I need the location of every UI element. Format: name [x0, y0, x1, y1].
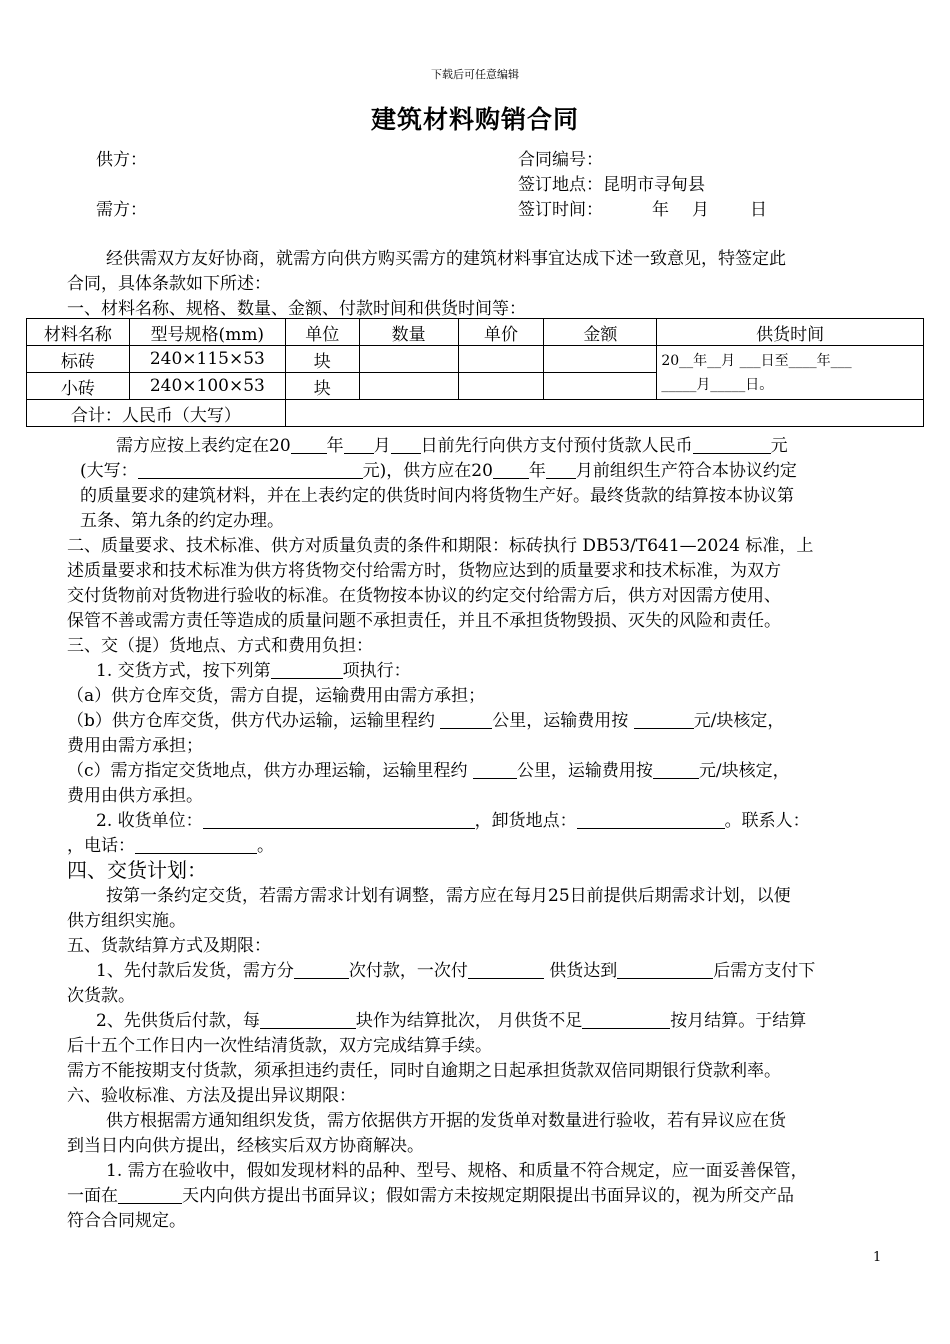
- section6-item1-line-3: 符合合同规定。: [67, 1211, 186, 1231]
- buyer-label: 需方：: [96, 200, 147, 220]
- sign-month: 月: [692, 200, 709, 220]
- sign-day: 日: [750, 200, 767, 220]
- option-b-line-2: 费用由需方承担；: [67, 736, 203, 756]
- delivery-method: 1. 交货方式，按下列第 项执行：: [96, 661, 411, 681]
- contract-no-label: 合同编号：: [518, 150, 603, 170]
- amount-cell[interactable]: [544, 346, 657, 373]
- option-a: （a）供方仓库交货，需方自提，运输费用由需方承担；: [67, 686, 486, 706]
- sign-time-label: 签订时间：: [518, 200, 603, 220]
- header-note: 下载后可任意编辑: [431, 68, 519, 81]
- option-c-line-1: （c）需方指定交货地点，供方办理运输，运输里程约 公里，运输费用按 元/块核定，: [67, 761, 790, 781]
- payment-line-2: (大写： 元)，供方应在20 年 月前组织生产符合本协议约定: [80, 461, 797, 481]
- total-label: 合计：人民币（大写）: [27, 400, 286, 427]
- phone-line: ，电话： 。: [67, 836, 274, 856]
- receiver-line: 2. 收货单位： ，卸货地点： 。联系人：: [96, 811, 810, 831]
- section5-heading: 五、货款结算方式及期限：: [67, 936, 271, 956]
- section2-line-1: 二、质量要求、技术标准、供方对质量负责的条件和期限：标砖执行 DB53/T641—2024 标准，上: [67, 536, 814, 556]
- unit-price-cell[interactable]: [458, 373, 544, 400]
- intro-line-1: 经供需双方友好协商，就需方向供方购买需方的建筑材料事宜达成下述一致意见，特签定此: [106, 249, 786, 269]
- prepay-line-2: 次货款。: [67, 986, 135, 1006]
- material-name: 小砖: [27, 373, 130, 400]
- table-header-row: [27, 319, 924, 346]
- postpay-line: 2、先供货后付款，每 块作为结算批次， 月供货不足 按月结算。于结算: [96, 1011, 807, 1031]
- option-b-line-1: （b）供方仓库交货，供方代办运输，运输里程约 公里，运输费用按 元/块核定，: [67, 711, 785, 731]
- payment-line-3: 的质量要求的建筑材料，并在上表约定的供货时间内将货物生产好。最终货款的结算按本协议第: [80, 486, 794, 506]
- prepay-line: 1、先付款后发货，需方分 次付款，一次付 供货达到 后需方支付下: [96, 961, 816, 981]
- col-header: 供货时间: [657, 319, 924, 346]
- table-total-row: [27, 400, 924, 427]
- section3-heading: 三、交（提）货地点、方式和费用负担：: [67, 636, 373, 656]
- option-c-line-2: 费用由供方承担。: [67, 786, 203, 806]
- payment-line-1: 需方应按上表约定在20 年 月 日前先行向供方支付预付货款人民币 元: [116, 436, 788, 456]
- materials-table: [26, 318, 924, 427]
- supply-time-cell[interactable]: [657, 346, 924, 400]
- section6-line-2: 到当日内向供方提出，经核实后双方协商解决。: [67, 1136, 424, 1156]
- col-header: 金额: [544, 319, 657, 346]
- material-name: 标砖: [27, 346, 130, 373]
- total-amount-cell[interactable]: [285, 400, 923, 427]
- quantity-cell[interactable]: [359, 346, 458, 373]
- col-header: 单价: [458, 319, 544, 346]
- sign-place: 签订地点：昆明市寻甸县: [518, 175, 705, 195]
- material-unit: 块: [285, 346, 359, 373]
- section6-item1-line-1: 1. 需方在验收中，假如发现材料的品种、型号、规格、和质量不符合规定，应一面妥善保管，: [106, 1161, 808, 1181]
- section4-line-2: 供方组织实施。: [67, 911, 186, 931]
- material-unit: 块: [285, 373, 359, 400]
- section1-heading: 一、材料名称、规格、数量、金额、付款时间和供货时间等：: [67, 299, 526, 319]
- section4-heading: 四、交货计划：: [67, 858, 207, 882]
- section6-item1-line-2: 一面在 天内向供方提出书面异议；假如需方未按规定期限提出书面异议的，视为所交产品: [67, 1186, 794, 1206]
- page-number: 1: [873, 1250, 882, 1265]
- material-spec: 240×115×53: [129, 346, 285, 373]
- col-header: 材料名称: [27, 319, 130, 346]
- breach-line: 需方不能按期支付货款，须承担违约责任，同时自逾期之日起承担货款双倍同期银行贷款利率。: [67, 1061, 781, 1081]
- section2-line-3: 交付货物前对货物进行验收的标准。在货物按本协议的约定交付给需方后，供方对因需方使用、: [67, 586, 781, 606]
- amount-cell[interactable]: [544, 373, 657, 400]
- section4-line-1: 按第一条约定交货，若需方需求计划有调整，需方应在每月25日前提供后期需求计划，以便: [106, 886, 791, 906]
- contract-title: 建筑材料购销合同: [370, 105, 579, 134]
- section2-line-4: 保管不善或需方责任等造成的质量问题不承担责任，并且不承担货物毁损、灭失的风险和责任。: [67, 611, 781, 631]
- col-header: 数量: [359, 319, 458, 346]
- unit-price-cell[interactable]: [458, 346, 544, 373]
- section6-line-1: 供方根据需方通知组织发货，需方依据供方开据的发货单对数量进行验收，若有异议应在货: [106, 1111, 786, 1131]
- intro-line-2: 合同，具体条款如下所述：: [67, 274, 271, 294]
- col-header: 单位: [285, 319, 359, 346]
- section2-line-2: 述质量要求和技术标准为供方将货物交付给需方时，货物应达到的质量要求和技术标准，为双方: [67, 561, 781, 581]
- supplier-label: 供方：: [96, 150, 147, 170]
- material-spec: 240×100×53: [129, 373, 285, 400]
- payment-line-4: 五条、第九条的约定办理。: [80, 511, 284, 531]
- col-header: 型号规格(mm): [129, 319, 285, 346]
- quantity-cell[interactable]: [359, 373, 458, 400]
- supply-time-line-2: _____月_____日。: [661, 376, 774, 393]
- table-row: [27, 346, 924, 373]
- postpay-line-2: 后十五个工作日内一次性结清货款，双方完成结算手续。: [67, 1036, 492, 1056]
- sign-year: 年: [652, 200, 669, 220]
- supply-time-line-1: 20__年__月 ___日至____年___: [661, 352, 852, 369]
- section6-heading: 六、验收标准、方法及提出异议期限：: [67, 1086, 356, 1106]
